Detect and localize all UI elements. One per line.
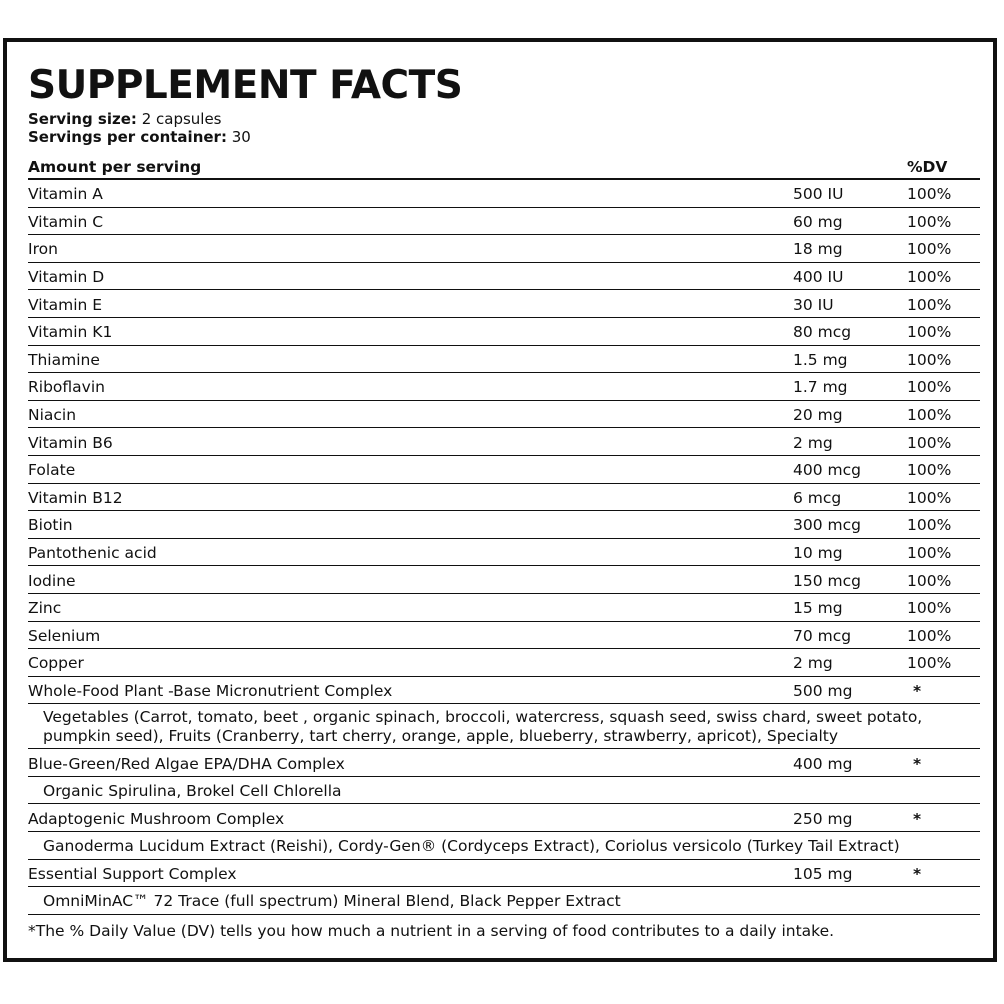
nutrient-dv: 100%: [907, 544, 952, 563]
nutrient-dv: 100%: [907, 240, 952, 259]
nutrient-amount: 300 mcg: [793, 516, 861, 535]
nutrient-row: [28, 456, 980, 484]
nutrient-dv: 100%: [907, 350, 952, 369]
blend-amount: 250 mg: [793, 809, 853, 828]
table-header: [28, 152, 980, 180]
blend-name: Whole-Food Plant -Base Micronutrient Complex: [28, 681, 393, 700]
nutrient-amount: 6 mcg: [793, 488, 842, 507]
nutrient-dv: 100%: [907, 378, 952, 397]
nutrient-dv: 100%: [907, 599, 952, 618]
blend-name: Blue-Green/Red Algae EPA/DHA Complex: [28, 754, 345, 773]
servings-per-container-label: Servings per container:: [28, 128, 227, 146]
serving-size-label: Serving size:: [28, 110, 137, 128]
dv-header: %DV: [907, 158, 948, 176]
nutrient-dv: 100%: [907, 268, 952, 287]
nutrient-row: [28, 235, 980, 263]
nutrient-dv: 100%: [907, 185, 952, 204]
nutrient-row: [28, 290, 980, 318]
nutrient-dv: 100%: [907, 323, 952, 342]
nutrient-name: Thiamine: [28, 350, 100, 369]
nutrient-amount: 400 IU: [793, 268, 844, 287]
nutrient-row: [28, 346, 980, 374]
blend-description: Vegetables (Carrot, tomato, beet , organic spinach, broccoli, watercress, squash seed, swiss chard, sweet potato, pumpkin seed), Fruits (Cranberry, tart cherry, orange, apple, blueberry, strawberry, apricot), Specialty: [28, 704, 980, 749]
nutrient-row: [28, 373, 980, 401]
nutrient-row: [28, 511, 980, 539]
blend-row: [28, 860, 980, 888]
nutrient-row: [28, 649, 980, 677]
nutrient-row: [28, 622, 980, 650]
dv-footnote: *The % Daily Value (DV) tells you how much a nutrient in a serving of food contributes to a daily intake.: [28, 921, 835, 940]
nutrient-amount: 150 mcg: [793, 571, 861, 590]
nutrient-row: [28, 428, 980, 456]
nutrient-row: [28, 484, 980, 512]
nutrient-name: Vitamin K1: [28, 323, 113, 342]
nutrient-amount: 20 mg: [793, 406, 843, 425]
nutrient-name: Vitamin D: [28, 268, 105, 287]
blend-name: Essential Support Complex: [28, 864, 237, 883]
nutrient-row: [28, 594, 980, 622]
blend-row: [28, 749, 980, 777]
nutrient-row: [28, 208, 980, 236]
blend-amount: 105 mg: [793, 864, 853, 883]
blend-list: [28, 677, 980, 915]
nutrient-amount: 30 IU: [793, 295, 834, 314]
nutrient-name: Copper: [28, 654, 84, 673]
nutrient-dv: 100%: [907, 461, 952, 480]
nutrient-amount: 1.5 mg: [793, 350, 848, 369]
nutrient-dv: 100%: [907, 488, 952, 507]
nutrient-amount: 70 mcg: [793, 626, 852, 645]
serving-size-value: 2 capsules: [141, 110, 222, 128]
nutrient-name: Selenium: [28, 626, 101, 645]
nutrient-name: Niacin: [28, 406, 77, 425]
blend-dv: *: [913, 754, 922, 773]
nutrient-name: Iron: [28, 240, 58, 259]
nutrient-row: [28, 263, 980, 291]
supplement-facts-panel: [3, 38, 997, 962]
nutrient-row: [28, 401, 980, 429]
nutrient-dv: 100%: [907, 654, 952, 673]
nutrient-amount: 10 mg: [793, 544, 843, 563]
nutrient-name: Vitamin B6: [28, 433, 113, 452]
nutrient-name: Biotin: [28, 516, 73, 535]
nutrient-amount: 2 mg: [793, 654, 833, 673]
nutrient-amount: 60 mg: [793, 212, 843, 231]
blend-row: [28, 804, 980, 832]
nutrient-name: Vitamin B12: [28, 488, 123, 507]
blend-description: Organic Spirulina, Brokel Cell Chlorella: [28, 777, 980, 805]
nutrient-amount: 400 mcg: [793, 461, 861, 480]
blend-description: Ganoderma Lucidum Extract (Reishi), Cordy-Gen® (Cordyceps Extract), Coriolus versicolo (Turkey Tail Extract): [28, 832, 980, 860]
nutrient-name: Vitamin E: [28, 295, 103, 314]
nutrient-amount: 15 mg: [793, 599, 843, 618]
blend-name: Adaptogenic Mushroom Complex: [28, 809, 285, 828]
serving-size: [28, 110, 980, 128]
supplement-facts-content: [28, 62, 980, 941]
blend-dv: *: [913, 864, 922, 883]
nutrient-name: Riboflavin: [28, 378, 105, 397]
nutrient-name: Vitamin C: [28, 212, 104, 231]
nutrient-row: [28, 566, 980, 594]
nutrient-dv: 100%: [907, 212, 952, 231]
nutrient-row: [28, 539, 980, 567]
nutrient-row: [28, 318, 980, 346]
nutrient-dv: 100%: [907, 433, 952, 452]
nutrient-amount: 1.7 mg: [793, 378, 848, 397]
blend-amount: 400 mg: [793, 754, 853, 773]
nutrient-dv: 100%: [907, 516, 952, 535]
nutrient-amount: 500 IU: [793, 185, 844, 204]
nutrient-dv: 100%: [907, 626, 952, 645]
nutrient-dv: 100%: [907, 295, 952, 314]
blend-dv: *: [913, 681, 922, 700]
nutrient-amount: 18 mg: [793, 240, 843, 259]
blend-description: OmniMinAC™ 72 Trace (full spectrum) Mineral Blend, Black Pepper Extract: [28, 887, 980, 915]
blend-dv: *: [913, 809, 922, 828]
servings-per-container: [28, 128, 980, 146]
nutrient-name: Vitamin A: [28, 185, 103, 204]
nutrient-amount: 80 mcg: [793, 323, 852, 342]
amount-per-serving-header: Amount per serving: [28, 158, 202, 176]
nutrient-name: Zinc: [28, 599, 62, 618]
serving-info: [28, 110, 980, 146]
nutrient-name: Folate: [28, 461, 76, 480]
nutrient-dv: 100%: [907, 406, 952, 425]
blend-row: [28, 677, 980, 705]
blend-amount: 500 mg: [793, 681, 853, 700]
nutrient-row: [28, 180, 980, 208]
servings-per-container-value: 30: [231, 128, 251, 146]
nutrient-amount: 2 mg: [793, 433, 833, 452]
nutrient-dv: 100%: [907, 571, 952, 590]
panel-title: SUPPLEMENT FACTS: [28, 63, 463, 108]
nutrient-name: Iodine: [28, 571, 76, 590]
nutrient-name: Pantothenic acid: [28, 544, 157, 563]
nutrient-list: [28, 180, 980, 677]
